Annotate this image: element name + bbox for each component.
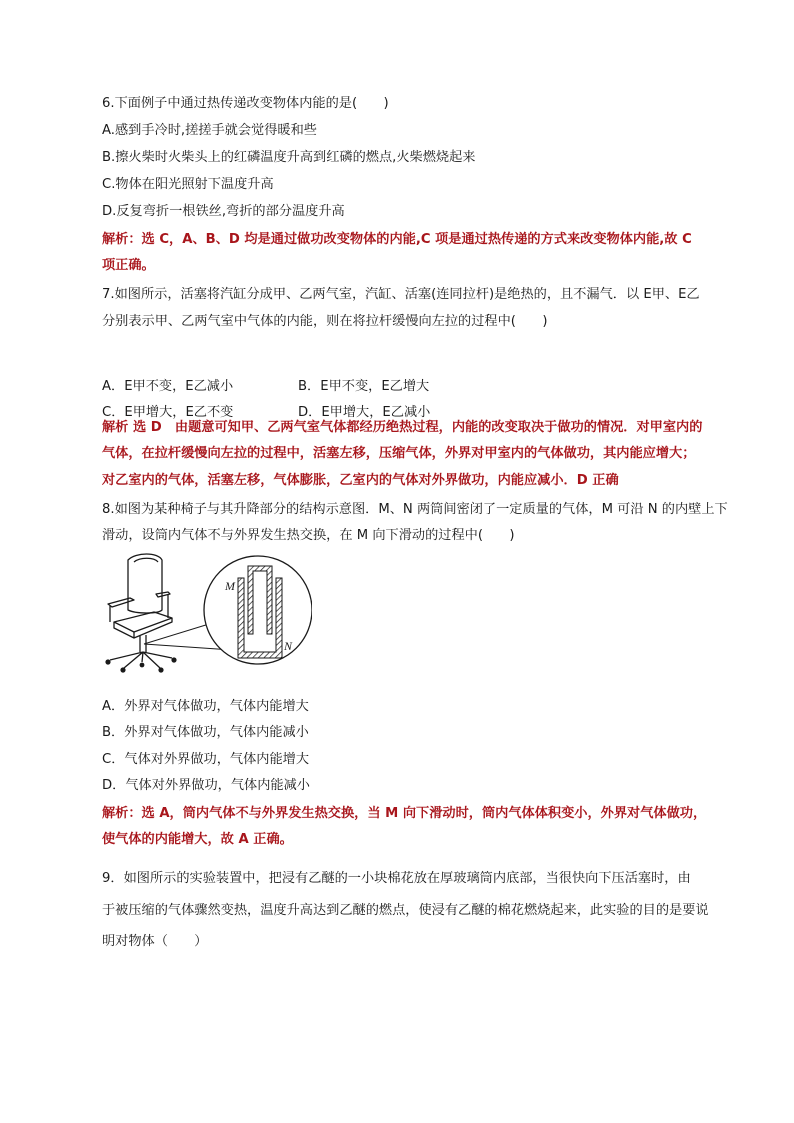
- label-m: M: [225, 579, 235, 593]
- q7-answer-line-1: 解析 选 D 由题意可知甲、乙两气室气体都经历绝热过程，内能的改变取决于做功的情况．对甲室内的: [102, 420, 703, 435]
- chair-seat: [114, 612, 172, 632]
- chair-back: [128, 554, 162, 613]
- q7-stem-line-1: 7.如图所示，活塞将汽缸分成甲、乙两气室，汽缸、活塞(连同拉杆)是绝热的，且不漏气．以 E甲、E乙: [102, 287, 700, 302]
- q7-answer-line-3: 对乙室内的气体，活塞左移，气体膨胀，乙室内的气体对外界做功，内能应减小．D 正确: [102, 473, 619, 488]
- q8-stem-line-2: 滑动，设筒内气体不与外界发生热交换，在 M 向下滑动的过程中( ): [102, 528, 515, 543]
- q9-stem-line-3: 明对物体（ ）: [102, 934, 208, 949]
- q8-option-c: C．气体对外界做功，气体内能增大: [102, 752, 310, 767]
- q6-stem: 6.下面例子中通过热传递改变物体内能的是( ): [102, 96, 389, 111]
- q6-option-b: B.擦火柴时火柴头上的红磷温度升高到红磷的燃点,火柴燃烧起来: [102, 150, 476, 165]
- q7-option-c: C．E甲增大，E乙不变: [102, 405, 234, 421]
- q8-option-d: D．气体对外界做功，气体内能减小: [102, 778, 310, 793]
- q7-option-a: A．E甲不变，E乙减小: [102, 379, 234, 395]
- label-n: N: [284, 639, 293, 653]
- magnifier-circle: [204, 556, 312, 664]
- q8-stem-line-1: 8.如图为某种椅子与其升降部分的结构示意图．M、N 两筒间密闭了一定质量的气体，M 可沿 N 的内壁上下: [102, 502, 728, 517]
- q6-answer-line-2: 项正确。: [102, 258, 155, 273]
- q8-answer-line-1: 解析：选 A，筒内气体不与外界发生热交换，当 M 向下滑动时，筒内气体体积变小，外界对气体做功，: [102, 806, 707, 821]
- q9-stem-line-1: 9．如图所示的实验装置中，把浸有乙醚的一小块棉花放在厚玻璃筒内底部，当很快向下压活塞时，由: [102, 871, 691, 886]
- q7-answer-line-2: 气体，在拉杆缓慢向左拉的过程中，活塞左移，压缩气体，外界对甲室内的气体做功，其内能应增大；: [102, 446, 696, 461]
- q6-option-d: D.反复弯折一根铁丝,弯折的部分温度升高: [102, 204, 345, 219]
- q8-option-a: A．外界对气体做功，气体内能增大: [102, 699, 309, 714]
- q6-option-c: C.物体在阳光照射下温度升高: [102, 177, 274, 192]
- q7-option-b: B．E甲不变，E乙增大: [298, 379, 430, 395]
- q6-option-a: A.感到手冷时,搓搓手就会觉得暖和些: [102, 123, 317, 138]
- q8-answer-line-2: 使气体的内能增大，故 A 正确。: [102, 832, 293, 847]
- q8-option-b: B．外界对气体做功，气体内能减小: [102, 725, 309, 740]
- chair-lift-diagram: [96, 548, 312, 676]
- q7-option-d: D．E甲增大，E乙减小: [298, 405, 431, 421]
- q9-stem-line-2: 于被压缩的气体骤然变热，温度升高达到乙醚的燃点，使浸有乙醚的棉花燃烧起来，此实验的目的是要说: [102, 903, 709, 918]
- q7-stem-line-2: 分别表示甲、乙两气室中气体的内能，则在将拉杆缓慢向左拉的过程中( ): [102, 314, 548, 329]
- q6-answer-line-1: 解析：选 C，A、B、D 均是通过做功改变物体的内能,C 项是通过热传递的方式来改变物体内能,故 C: [102, 232, 692, 247]
